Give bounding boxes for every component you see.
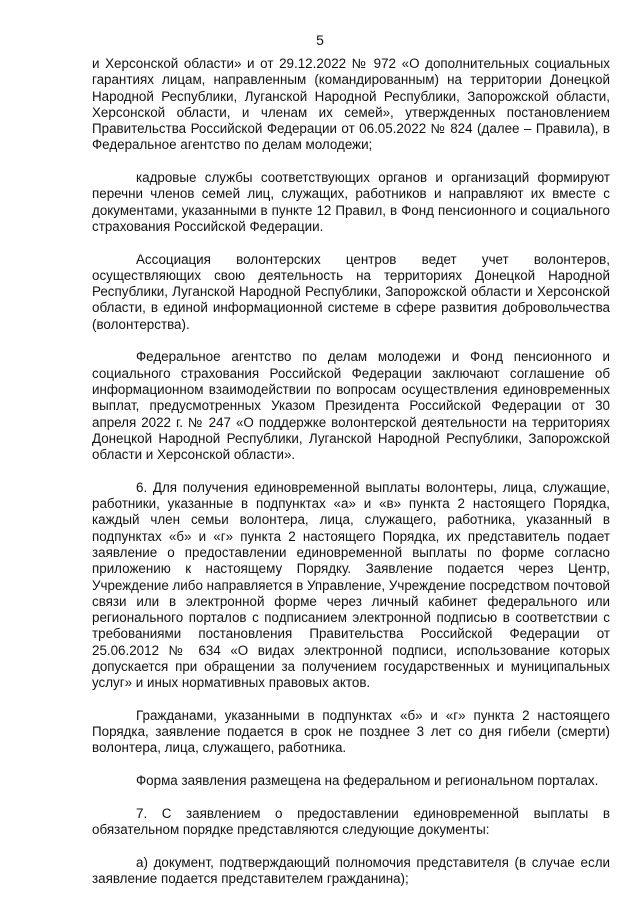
paragraph-deadline: Гражданами, указанными в подпунктах «б» и «г» пункта 2 настоящего Порядка, заявление подается в срок не позднее 3 лет со дня гибели (смерти) волонтера, лица, служащего, работника. [92,707,610,756]
paragraph-agreement: Федеральное агентство по делам молодежи и Фонд пенсионного и социального страхования Российской Федерации заключают соглашение об информационном взаимодействии по вопросам осуществления единовременных выплат, предусмотренных Указом Президента Российской Федерации от 30 апреля 2022 г. № 247 «О поддержке волонтерской деятельности на территориях Донецкой Народной Республики, Луганской Народной Республики, Запорожской области и Херсонской области». [92,349,610,463]
page-number: 5 [316,32,324,48]
paragraph-item-7a: а) документ, подтверждающий полномочия представителя (в случае если заявление подается представителем гражданина); [92,854,610,886]
paragraph-item-7: 7. С заявлением о предоставлении единовременной выплаты в обязательном порядке представляются следующие документы: [92,805,610,837]
document-body [92,56,610,903]
paragraph-hr-services: кадровые службы соответствующих органов и организаций формируют перечни членов семей лиц, служащих, работников и направляют их вместе с документами, указанными в пункте 12 Правил, в Фонд пенсионного и социального страхования Российской Федерации. [92,170,610,234]
paragraph-volunteer-association: Ассоциация волонтерских центров ведет учет волонтеров, осуществляющих свою деятельность на территориях Донецкой Народной Республики, Луганской Народной Республики, Запорожской области и Херсонской области, в единой информационной системе в сфере развития добровольчества (волонтерства). [92,251,610,332]
paragraph-continuation: и Херсонской области» и от 29.12.2022 № 972 «О дополнительных социальных гарантиях лицам, направленным (командированным) на территории Донецкой Народной Республики, Луганской Народной Республики, Запорожской области, Херсонской области, и членам их семей», утвержденных постановлением Правительства Российской Федерации от 06.05.2022 № 824 (далее – Правила), в Федеральное агентство по делам молодежи; [92,56,610,153]
paragraph-form-location: Форма заявления размещена на федеральном и региональном порталах. [136,773,599,789]
paragraph-item-6: 6. Для получения единовременной выплаты волонтеры, лица, служащие, работники, указанные в подпунктах «а» и «в» пункта 2 настоящего Порядка, каждый член семьи волонтера, лица, служащего, работника, указанный в подпунктах «б» и «г» пункта 2 настоящего Порядка, их представитель подает заявление о предоставлении единовременной выплаты по форме согласно приложению к настоящему Порядку. Заявление подается через Центр, Учреждение либо направляется в Управление, Учреждение посредством почтовой связи или в электронной форме через личный кабинет федерального или регионального порталов с подписанием электронной подписью в соответствии с требованиями постановления Правительства Российской Федерации от 25.06.2012 № 634 «О видах электронной подписи, использование которых допускается при обращении за получением государственных и муниципальных услуг» и иных нормативных правовых актов. [92,479,611,691]
